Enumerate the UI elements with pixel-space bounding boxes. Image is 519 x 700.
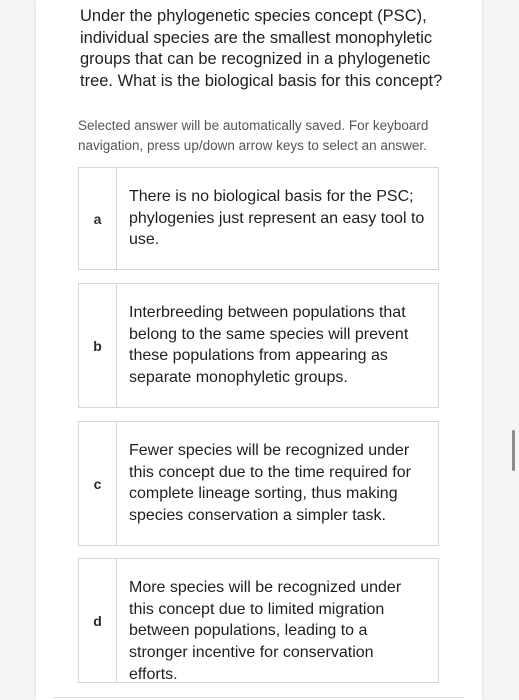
option-text: There is no biological basis for the PSC; phylogenies just represent an easy tool to use. xyxy=(129,188,425,249)
option-letter: b xyxy=(79,284,117,407)
instructions-text: Selected answer will be automatically saved. For keyboard navigation, press up/down arrow keys to select an answer. xyxy=(78,118,429,153)
answer-option-c[interactable] xyxy=(78,421,439,546)
option-letter: c xyxy=(79,422,117,545)
answer-option-b[interactable] xyxy=(78,283,439,408)
question-text: Under the phylogenetic species concept (PSC), individual species are the smallest monophyletic groups that can be recognized in a phylogenetic tree. What is the biological basis for this concept? xyxy=(80,7,443,90)
question-panel xyxy=(54,0,464,698)
answer-option-a[interactable] xyxy=(78,167,439,270)
option-letter: d xyxy=(79,559,117,682)
option-text: More species will be recognized under this concept due to limited migration between populations, leading to a stronger incentive for conservation efforts. xyxy=(129,579,402,683)
option-text: Fewer species will be recognized under this concept due to the time required for complete lineage sorting, thus making species conservation a simpler task. xyxy=(129,442,411,525)
answer-option-d[interactable] xyxy=(78,558,439,683)
option-text: Interbreeding between populations that belong to the same species will prevent these populations from appearing as separate monophyletic groups. xyxy=(129,304,409,387)
option-letter: a xyxy=(79,168,117,269)
scrollbar-thumb[interactable] xyxy=(512,430,515,471)
